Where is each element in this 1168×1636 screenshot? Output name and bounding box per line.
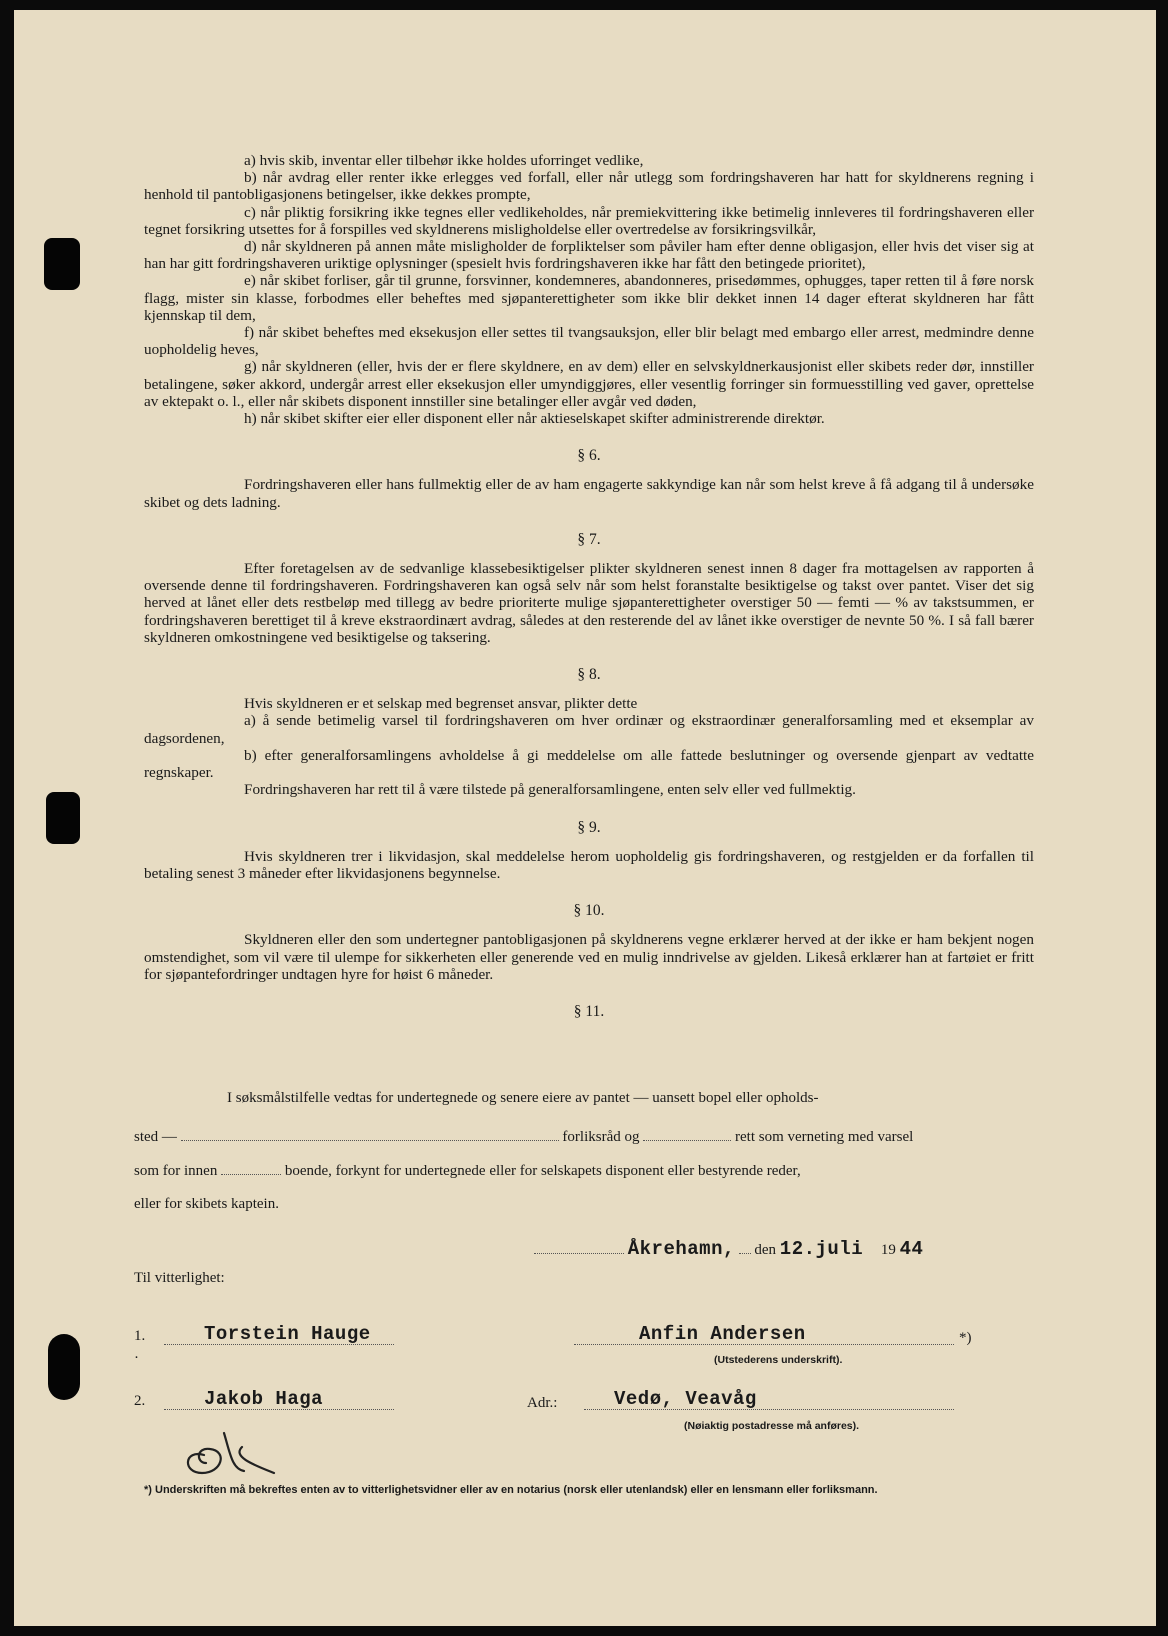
- binding-hole-bottom: [48, 1334, 80, 1400]
- section-8-a: a) å sende betimelig varsel til fordringshaveren om hver ordinær og ekstraordinær generalforsamling med et eksemplar av dagsordenen,: [144, 712, 1034, 747]
- place-leading-dots: [534, 1241, 624, 1254]
- section-8-intro: Hvis skyldneren er et selskap med begrenset ansvar, plikter dette: [244, 695, 638, 713]
- binding-hole-middle: [46, 792, 80, 844]
- sted-label: sted —: [134, 1129, 177, 1145]
- innen-blank: [221, 1162, 281, 1175]
- section-11-line-1: [227, 1090, 818, 1107]
- section-6-text: Fordringshaveren eller hans fullmektig eller de av ham engagerte sakkyndige kan når som helst kreve å få adgang til å undersøke skibet og dets ladning.: [144, 476, 1034, 511]
- section-11-line-1-text: I søksmålstilfelle vedtas for undertegnede og senere eiere av pantet — uansett bopel eller opholds-: [227, 1090, 819, 1106]
- signer-caption: (Utstederens underskrift).: [714, 1354, 843, 1366]
- clause-a: a) hvis skib, inventar eller tilbehør ikke holdes uforringet vedlike,: [244, 152, 644, 169]
- section-9-text: Hvis skyldneren trer i likvidasjon, skal meddelelse herom uopholdelig gis fordringshaveren, og restgjelden er da forfallen til betaling senest 3 måneder efter likvidasjonens begynnelse.: [144, 847, 1034, 882]
- clause-h: h) når skibet skifter eier eller disponent eller når aktieselskapet skifter administrerende direktør.: [244, 410, 825, 428]
- signer-name: Anfin Andersen: [639, 1323, 806, 1345]
- section-9-heading: § 9.: [577, 818, 601, 836]
- section-8-c: Fordringshaveren har rett til å være tilstede på generalforsamlingene, enten selv eller ved fullmektig.: [244, 781, 856, 799]
- footnote: *) Underskriften må bekreftes enten av to vitterlighetsvidner eller av en notarius (norsk eller utenlandsk) eller en lensmann eller forliksmann.: [144, 1484, 878, 1496]
- clause-g: g) når skyldneren (eller, hvis der er flere skyldnere, en av dem) eller en selvskyldnerkausjonist eller skibets reder dør, innstiller betalingene, søker akkord, undergår arrest eller eksekusjon eller umyndiggjøres, eller vesentlig forringer sin formuesstilling ved gaver, oprettelse av ektepakt o. l., eller når skibets disponent innstiller sine betalinger eller avgår ved døden,: [144, 358, 1034, 410]
- witness-2-line: [164, 1397, 394, 1410]
- address-label: Adr.:: [527, 1395, 558, 1411]
- signer-footnote-mark: *): [959, 1330, 972, 1346]
- clause-c: c) når pliktig forsikring ikke tegnes eller vedlikeholdes, når premiekvittering ikke betimelig innleveres til fordringshaveren eller tegnet forsikring utsettes for å forspilles ved skyldnerens misligholdelse eller overtredelse av forsikringsvilkår,: [144, 203, 1034, 238]
- innen-label: som for innen: [134, 1163, 218, 1179]
- section-6-heading: § 6.: [577, 447, 601, 465]
- document-page: [14, 10, 1156, 1626]
- kaptein-text: eller for skibets kaptein.: [134, 1196, 279, 1212]
- address-text: Vedø, Veavåg: [614, 1388, 757, 1410]
- clause-d: d) når skyldneren på annen måte misligholder de forpliktelser som påviler ham efter denne obligasjon, eller hvis det viser sig at han har gitt fordringshaveren uriktige oplysninger (spesielt hvis fordringshaveren ikke har fått den betingede prioritet),: [144, 238, 1034, 273]
- place-text: Åkrehamn,: [627, 1238, 735, 1260]
- witness-1-dot: ·: [134, 1350, 139, 1366]
- section-7-heading: § 7.: [577, 530, 601, 548]
- boende-label: boende, forkynt for undertegnede eller for selskapets disponent eller bestyrende reder,: [284, 1163, 801, 1179]
- section-11-line-2: [134, 1128, 913, 1146]
- clause-e: e) når skibet forliser, går til grunne, forsvinner, kondemneres, abandonneres, prisedømmes, ophugges, taper retten til å føre norsk flagg, mister sin klasse, forbodmes eller beheftes med sjøpanterettigheter som ikke blir dekket innen 14 dager efterat skyldneren har fått kjennskap til dem,: [144, 272, 1034, 324]
- section-11-line-4: [134, 1196, 279, 1213]
- witness-1-number: 1.: [134, 1328, 146, 1344]
- signer-line: [574, 1332, 954, 1345]
- clause-f: f) når skibet beheftes med eksekusjon eller settes til tvangsauksjon, eller blir belagt med embargo eller arrest, medmindre denne uopholdelig heves,: [144, 324, 1034, 359]
- clause-b: b) når avdrag eller renter ikke erlegges ved forfall, eller når utlegg som fordringshaveren har hatt for skyldnerens regning i henhold til pantobligasjonens betingelser, ikke dekkes prompte,: [144, 169, 1034, 204]
- witness-1-line: [164, 1332, 394, 1345]
- witness-label: Til vitterlighet:: [134, 1270, 225, 1286]
- year-prefix: 19: [880, 1242, 896, 1258]
- address-caption: (Nøiaktig postadresse må anføres).: [684, 1420, 860, 1432]
- sted-blank: [181, 1128, 559, 1141]
- witness-2-number: 2.: [134, 1393, 146, 1409]
- date-text: 12.juli: [779, 1238, 864, 1260]
- section-11-heading: § 11.: [573, 1002, 605, 1020]
- verneting-label: rett som verneting med varsel: [735, 1129, 914, 1145]
- section-7-text: Efter foretagelsen av de sedvanlige klassebesiktigelser plikter skyldneren senest innen 8 dager fra mottagelsen av rapporten å oversende denne til fordringshaveren. Fordringshaveren kan også selv når som helst foranstalte besiktigelse og takst over pantet. Viser det sig herved at lånet eller dets restbeløp med tillegg av bedre prioriterte mulige sjøpanterettigheter overstiger 50 — femti — % av takstsummen, er fordringshaveren berettiget til å kreve ekstraordinært avdrag, således at den resterende del av lånet ikke overstiger de nevnte 50 %. I så fall bærer skyldneren omkostningene ved besiktigelse og taksering.: [144, 560, 1034, 646]
- witness-1-name: Torstein Hauge: [204, 1323, 371, 1345]
- den-label: den: [754, 1242, 777, 1258]
- place-date-line: [534, 1238, 923, 1260]
- section-8-heading: § 8.: [577, 666, 601, 684]
- address-line: [584, 1397, 954, 1410]
- year-text: 44: [899, 1238, 924, 1260]
- obligation-terms: [144, 152, 1034, 1032]
- section-10-text: Skyldneren eller den som undertegner pantobligasjonen på skyldnerens vegne erklærer herved at der ikke er ham bekjent nogen omstendighet, som vil være til ulempe for sikkerheten eller generende ved en mulig inndrivelse av gjelden. Likeså erklærer han at fartøiet er fritt for sjøpantefordringer undtagen hyre for høist 6 måneder.: [144, 931, 1034, 983]
- section-11-line-3: [134, 1162, 801, 1180]
- initials-signature: [174, 1425, 284, 1483]
- rett-blank: [643, 1128, 731, 1141]
- section-10-heading: § 10.: [573, 902, 605, 920]
- forliksrad-label: forliksråd og: [562, 1129, 640, 1145]
- binding-hole-top: [44, 238, 80, 290]
- section-8-b: b) efter generalforsamlingens avholdelse å gi meddelelse om alle fattede beslutninger og oversende gjenpart av vedtatte regnskaper.: [144, 746, 1034, 782]
- witness-2-name: Jakob Haga: [204, 1388, 324, 1410]
- place-trailing-dots: [739, 1241, 751, 1254]
